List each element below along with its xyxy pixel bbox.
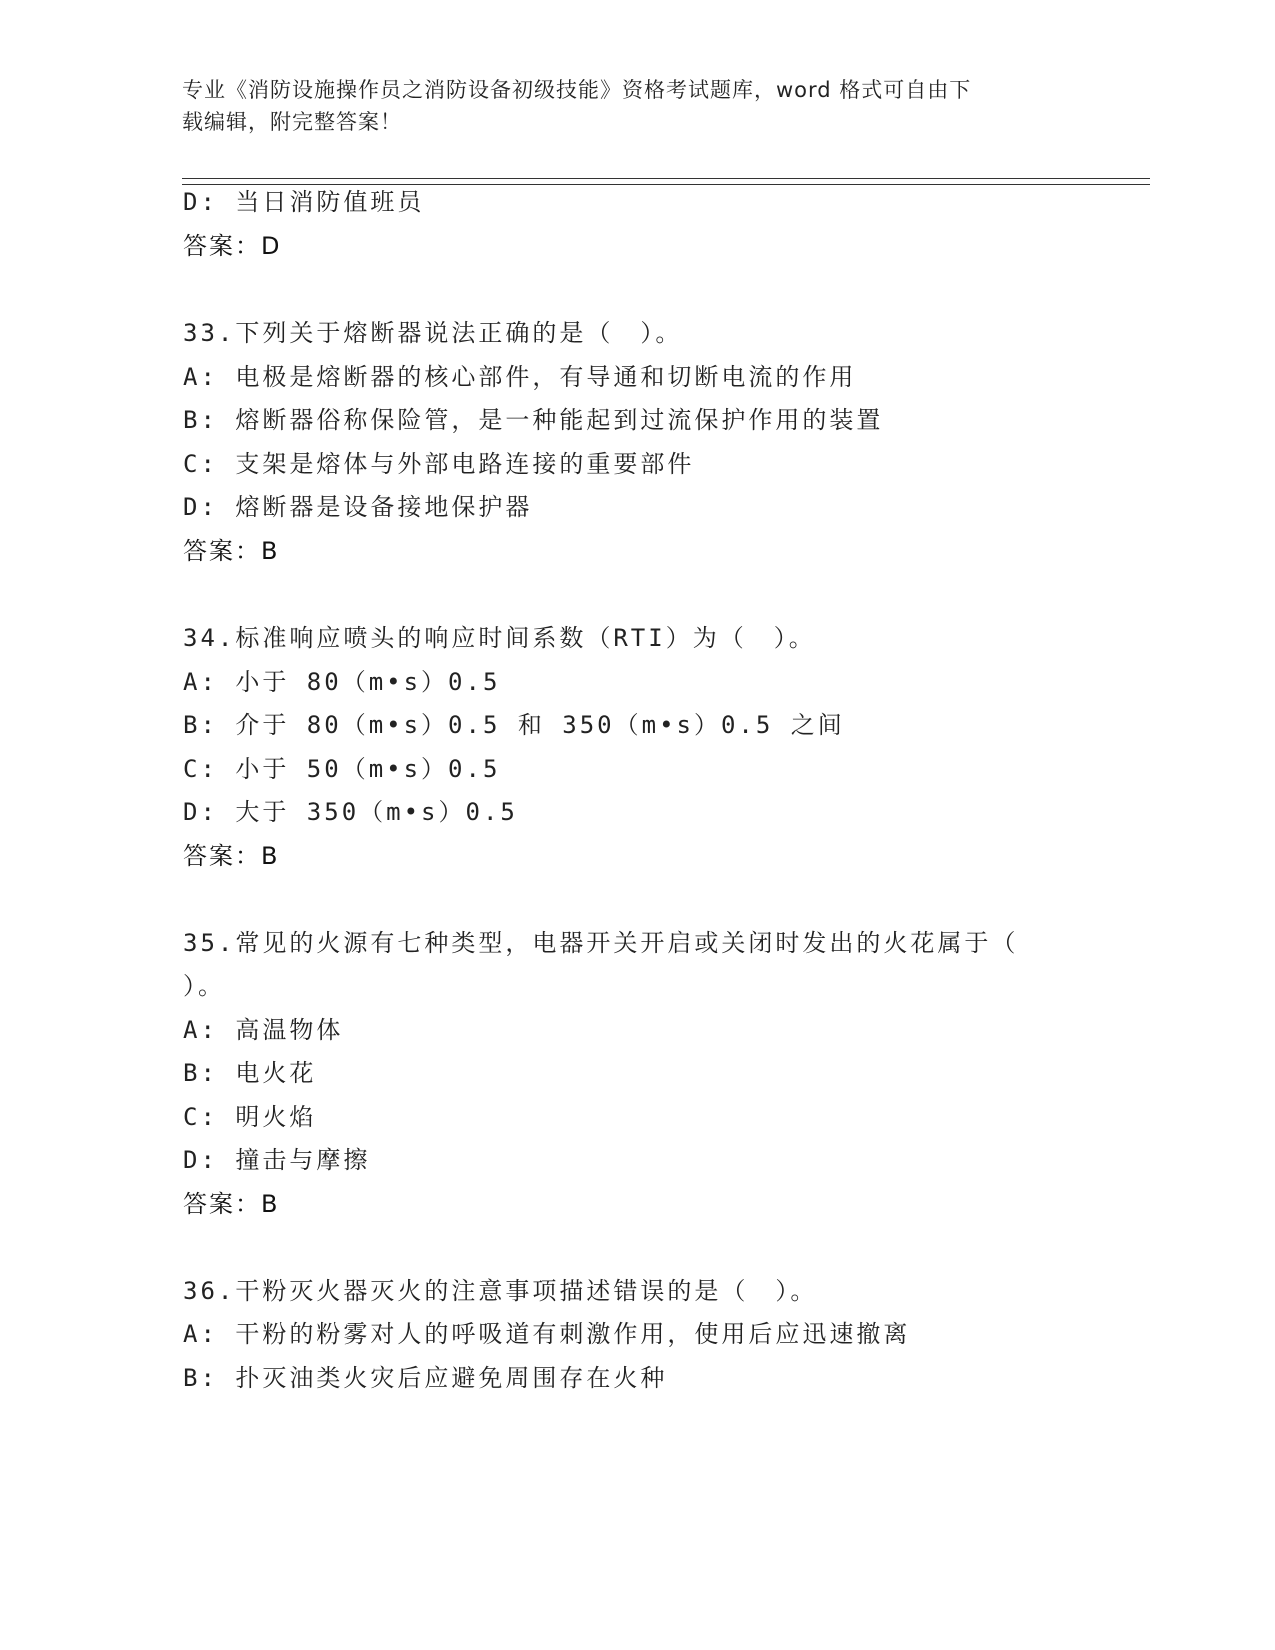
- question-34-option-a: A: 小于 80（m•s）0.5: [183, 668, 501, 696]
- question-34-option-c: C: 小于 50（m•s）0.5: [183, 755, 501, 783]
- prev-answer: 答案：D: [183, 232, 282, 260]
- header-line-1: 专业《消防设施操作员之消防设备初级技能》资格考试题库，word 格式可自由下: [182, 78, 972, 102]
- question-35-option-b: B: 电火花: [183, 1059, 317, 1087]
- question-36-option-a: A: 干粉的粉雾对人的呼吸道有刺激作用，使用后应迅速撤离: [183, 1320, 911, 1348]
- question-33-answer: 答案：B: [183, 537, 280, 565]
- question-35-stem-line-1: 35.常见的火源有七种类型，电器开关开启或关闭时发出的火花属于（: [183, 929, 1019, 957]
- header-divider-top: [182, 178, 1150, 179]
- prev-option-d: D: 当日消防值班员: [183, 188, 425, 216]
- question-35-option-d: D: 撞击与摩擦: [183, 1146, 371, 1174]
- question-34-option-d: D: 大于 350（m•s）0.5: [183, 798, 518, 826]
- question-34-stem: 34.标准响应喷头的响应时间系数（RTI）为（ ）。: [183, 624, 816, 652]
- question-34-answer: 答案：B: [183, 842, 280, 870]
- question-33-option-a: A: 电极是熔断器的核心部件，有导通和切断电流的作用: [183, 363, 857, 391]
- question-34-option-b: B: 介于 80（m•s）0.5 和 350（m•s）0.5 之间: [183, 711, 845, 739]
- question-35-option-a: A: 高温物体: [183, 1016, 344, 1044]
- question-36-option-b: B: 扑灭油类火灾后应避免周围存在火种: [183, 1364, 668, 1392]
- document-header: [182, 74, 1062, 138]
- question-35-stem-line-2: ）。: [183, 972, 225, 1000]
- header-divider-bottom: [182, 184, 1150, 185]
- question-36-stem: 36.干粉灭火器灭火的注意事项描述错误的是（ ）。: [183, 1277, 818, 1305]
- question-33-option-c: C: 支架是熔体与外部电路连接的重要部件: [183, 450, 695, 478]
- question-35-option-c: C: 明火焰: [183, 1103, 317, 1131]
- header-line-2: 载编辑，附完整答案！: [182, 110, 402, 134]
- question-33-option-d: D: 熔断器是设备接地保护器: [183, 493, 533, 521]
- question-35-answer: 答案：B: [183, 1190, 280, 1218]
- question-33-stem: 33.下列关于熔断器说法正确的是（ ）。: [183, 319, 683, 347]
- question-33-option-b: B: 熔断器俗称保险管，是一种能起到过流保护作用的装置: [183, 406, 884, 434]
